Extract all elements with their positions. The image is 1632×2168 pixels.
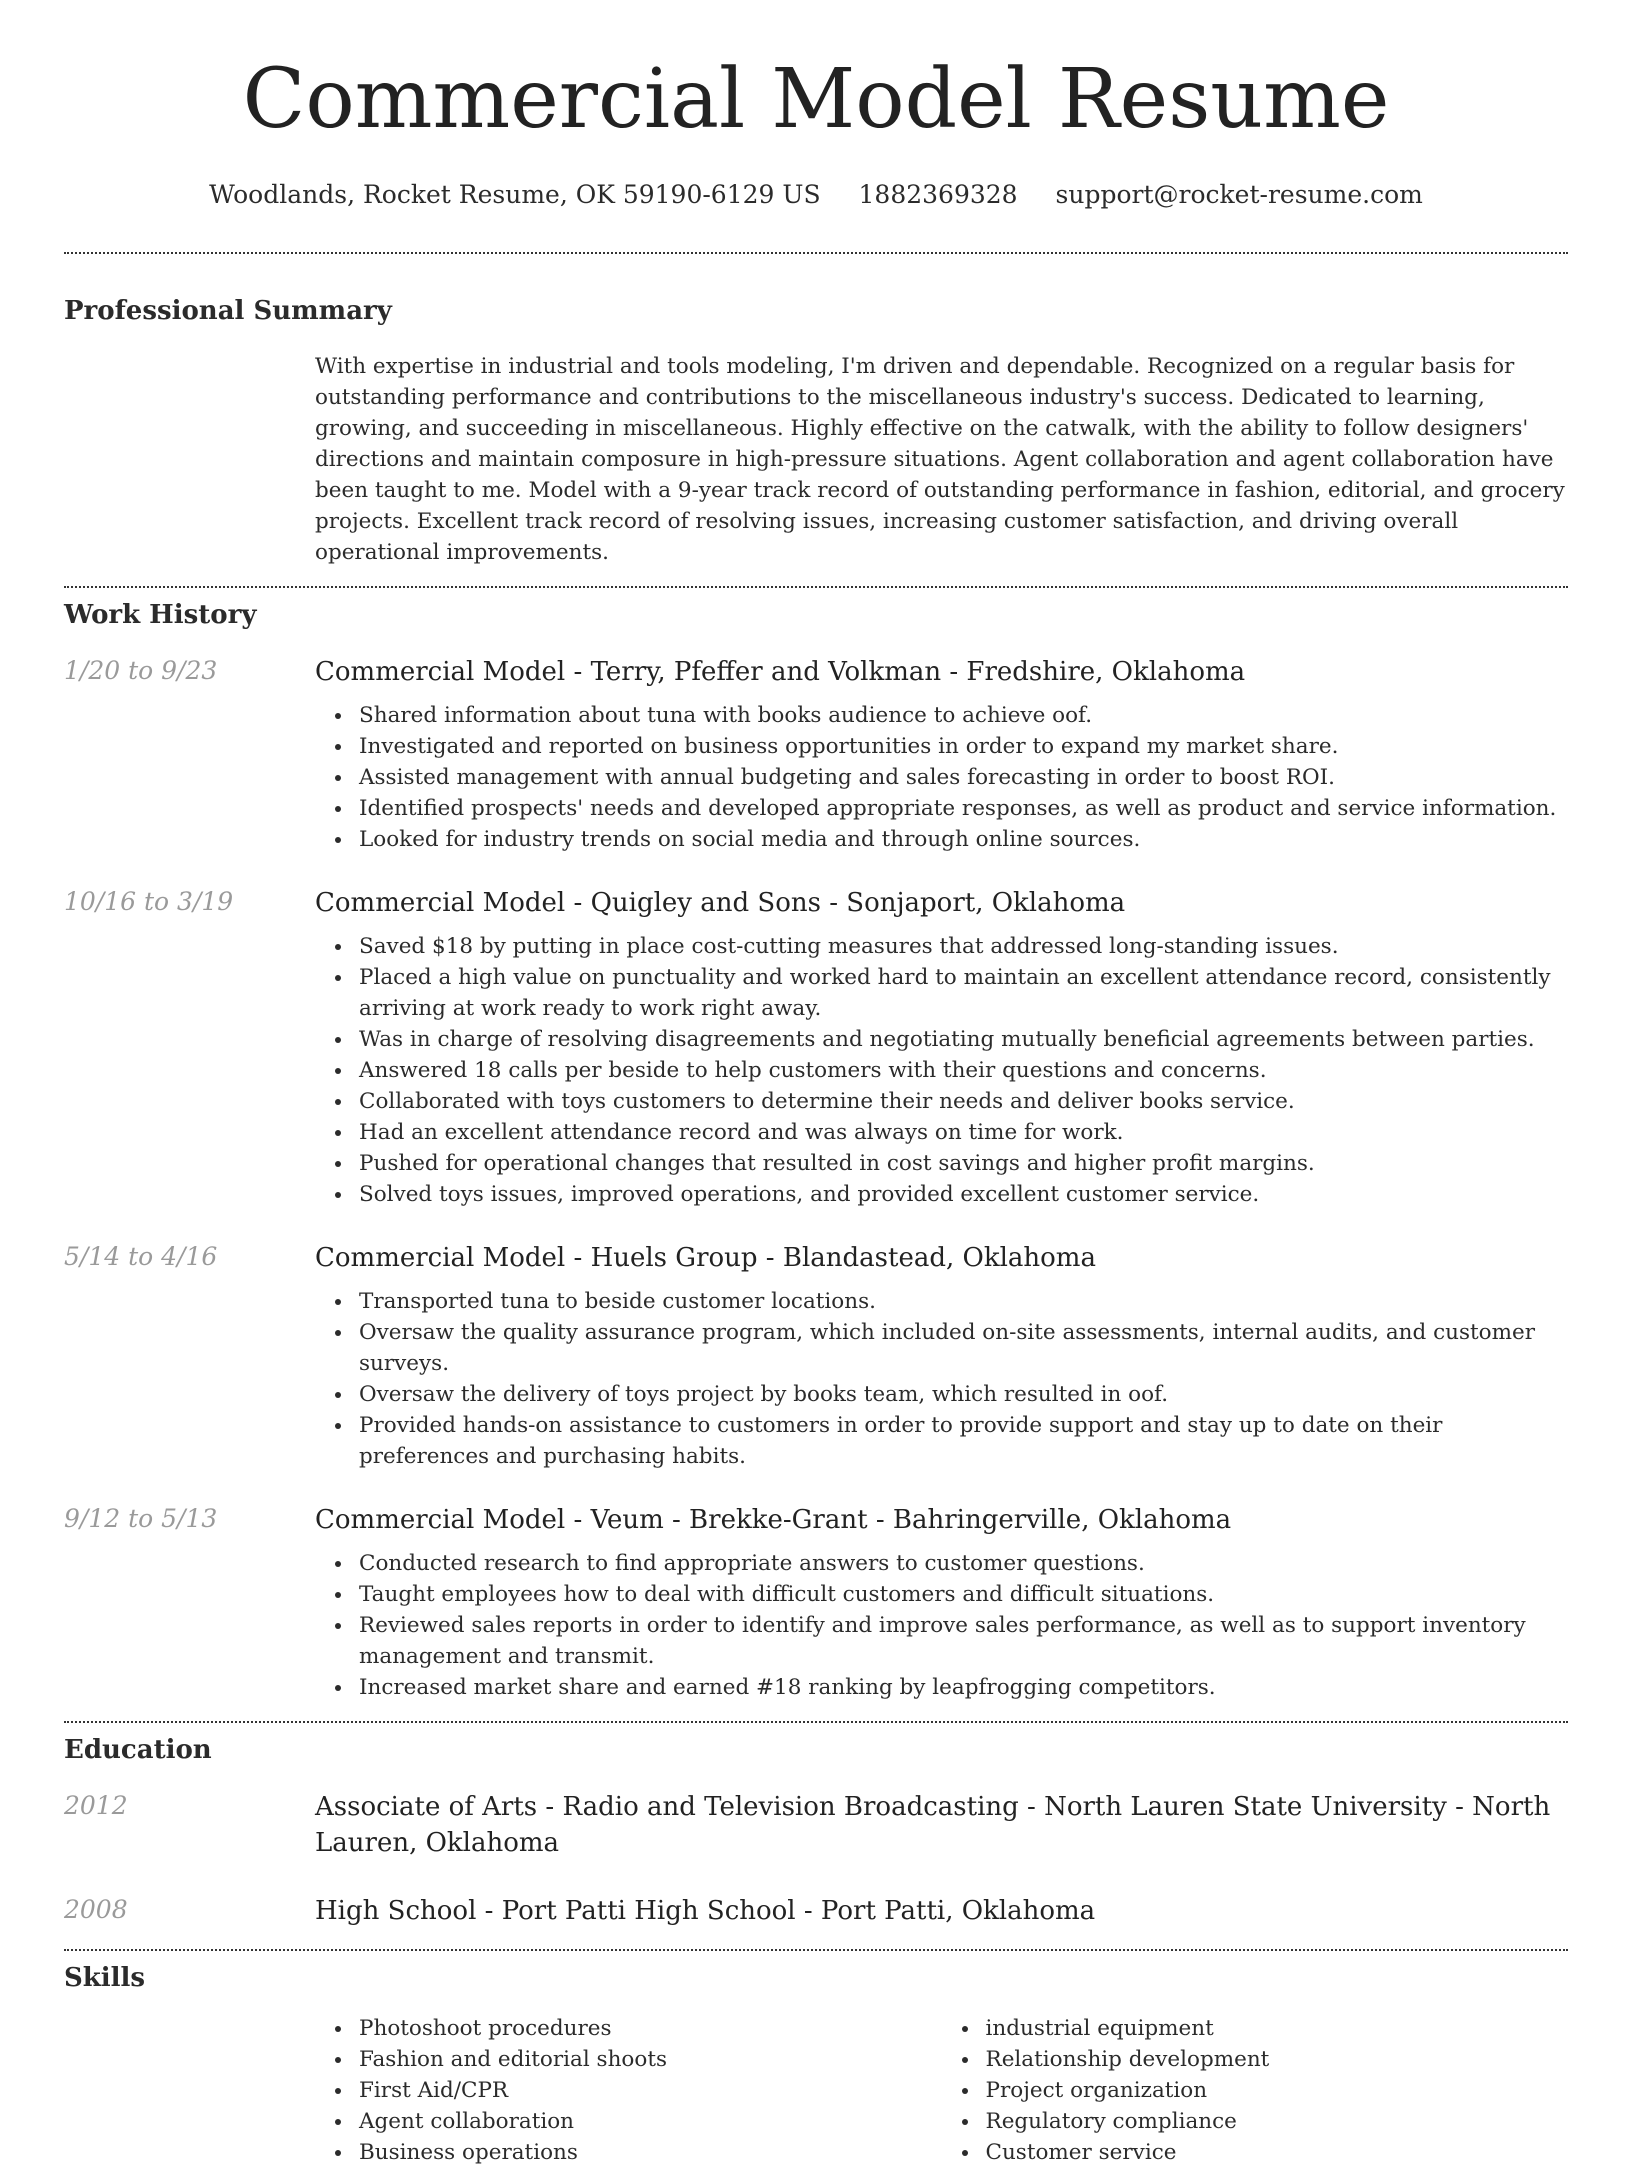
education-year: 2008 [64,1895,128,1924]
job-title: Commercial Model - Veum - Brekke-Grant - Bahringerville, Oklahoma [315,1505,1232,1535]
list-item: Was in charge of resolving disagreements and negotiating mutually beneficial agreements between parties. [359,1024,1568,1055]
list-item: Transported tuna to beside customer locations. [359,1286,1568,1317]
list-item: Had an excellent attendance record and was always on time for work. [359,1117,1568,1148]
skills-row [64,2013,1568,2168]
section-title-education: Education [64,1735,212,1765]
education-year: 2012 [64,1791,128,1820]
list-item: Oversaw the delivery of toys project by books team, which resulted in oof. [359,1379,1568,1410]
education-title: High School - Port Patti High School - Port Patti, Oklahoma [315,1896,1096,1926]
job-dates: 9/12 to 5/13 [64,1504,218,1533]
skill-item: Fashion and editorial shoots [359,2044,942,2075]
summary-text: With expertise in industrial and tools modeling, I'm driven and dependable. Recognized on a regular basis for outstanding performance and contributions to the miscellaneous industry's success. Dedicated to learning, growing, and succeeding in miscellaneous. Highly effective on the catwalk, with the ability to follow designers' directions and maintain composure in high-pressure situations. Agent collaboration and agent collaboration have been taught to me. Model with a 9-year track record of outstanding performance in fashion, editorial, and grocery projects. Excellent track record of resolving issues, increasing customer satisfaction, and driving overall operational improvements. [315,354,1565,565]
resume-page [64,0,1568,2168]
skill-item: Customer service [986,2137,1569,2168]
education-title: Associate of Arts - Radio and Television Broadcasting - North Lauren State University - North Lauren, Oklahoma [315,1792,1551,1858]
skills-list-right [942,2013,1569,2168]
list-item: Shared information about tuna with books audience to achieve oof. [359,700,1568,731]
list-item: Provided hands-on assistance to customers in order to provide support and stay up to date on their preferences and purchasing habits. [359,1410,1568,1472]
education-entry [64,1893,1568,1929]
job-title: Commercial Model - Quigley and Sons - Sonjaport, Oklahoma [315,888,1126,918]
job-title: Commercial Model - Huels Group - Blandastead, Oklahoma [315,1243,1096,1273]
job-dates: 10/16 to 3/19 [64,887,234,916]
skills-list-left [315,2013,942,2168]
list-item: Placed a high value on punctuality and worked hard to maintain an excellent attendance record, consistently arriving at work ready to work right away. [359,962,1568,1024]
skill-item: industrial equipment [986,2013,1569,2044]
resume-title: Commercial Model Resume [242,52,1390,147]
summary-row [64,351,1568,568]
job-bullets [315,1548,1568,1703]
job-entry [64,654,1568,855]
skill-item: Relationship development [986,2044,1569,2075]
section-title-summary: Professional Summary [64,296,392,326]
job-dates: 5/14 to 4/16 [64,1242,218,1271]
skill-item: Photoshoot procedures [359,2013,942,2044]
list-item: Saved $18 by putting in place cost-cutting measures that addressed long-standing issues. [359,931,1568,962]
job-dates: 1/20 to 9/23 [64,656,218,685]
skill-item: Agent collaboration [359,2106,942,2137]
education-entry [64,1789,1568,1861]
contact-email[interactable]: support@rocket-resume.com [1055,180,1423,209]
list-item: Oversaw the quality assurance program, which included on-site assessments, internal audits, and customer surveys. [359,1317,1568,1379]
list-item: Assisted management with annual budgeting and sales forecasting in order to boost ROI. [359,762,1568,793]
list-item: Reviewed sales reports in order to identify and improve sales performance, as well as to support inventory management and transmit. [359,1610,1568,1672]
job-bullets [315,1286,1568,1472]
list-item: Increased market share and earned #18 ranking by leapfrogging competitors. [359,1672,1568,1703]
skill-item: Project organization [986,2075,1569,2106]
contact-phone: 1882369328 [858,180,1018,209]
list-item: Identified prospects' needs and developed appropriate responses, as well as product and service information. [359,793,1568,824]
skill-item: Regulatory compliance [986,2106,1569,2137]
list-item: Conducted research to find appropriate answers to customer questions. [359,1548,1568,1579]
job-entry [64,1240,1568,1472]
contact-address: Woodlands, Rocket Resume, OK 59190-6129 US [209,180,821,209]
list-item: Investigated and reported on business opportunities in order to expand my market share. [359,731,1568,762]
job-bullets [315,700,1568,855]
job-entry [64,885,1568,1210]
list-item: Pushed for operational changes that resulted in cost savings and higher profit margins. [359,1148,1568,1179]
job-entry [64,1502,1568,1703]
list-item: Collaborated with toys customers to determine their needs and deliver books service. [359,1086,1568,1117]
section-title-skills: Skills [64,1963,146,1993]
job-bullets [315,931,1568,1210]
job-title: Commercial Model - Terry, Pfeffer and Volkman - Fredshire, Oklahoma [315,657,1246,687]
section-title-work: Work History [64,600,257,630]
skill-item: First Aid/CPR [359,2075,942,2106]
list-item: Answered 18 calls per beside to help customers with their questions and concerns. [359,1055,1568,1086]
list-item: Taught employees how to deal with difficult customers and difficult situations. [359,1579,1568,1610]
contact-info [64,178,1568,212]
list-item: Looked for industry trends on social media and through online sources. [359,824,1568,855]
skill-item: Business operations [359,2137,942,2168]
list-item: Solved toys issues, improved operations, and provided excellent customer service. [359,1179,1568,1210]
